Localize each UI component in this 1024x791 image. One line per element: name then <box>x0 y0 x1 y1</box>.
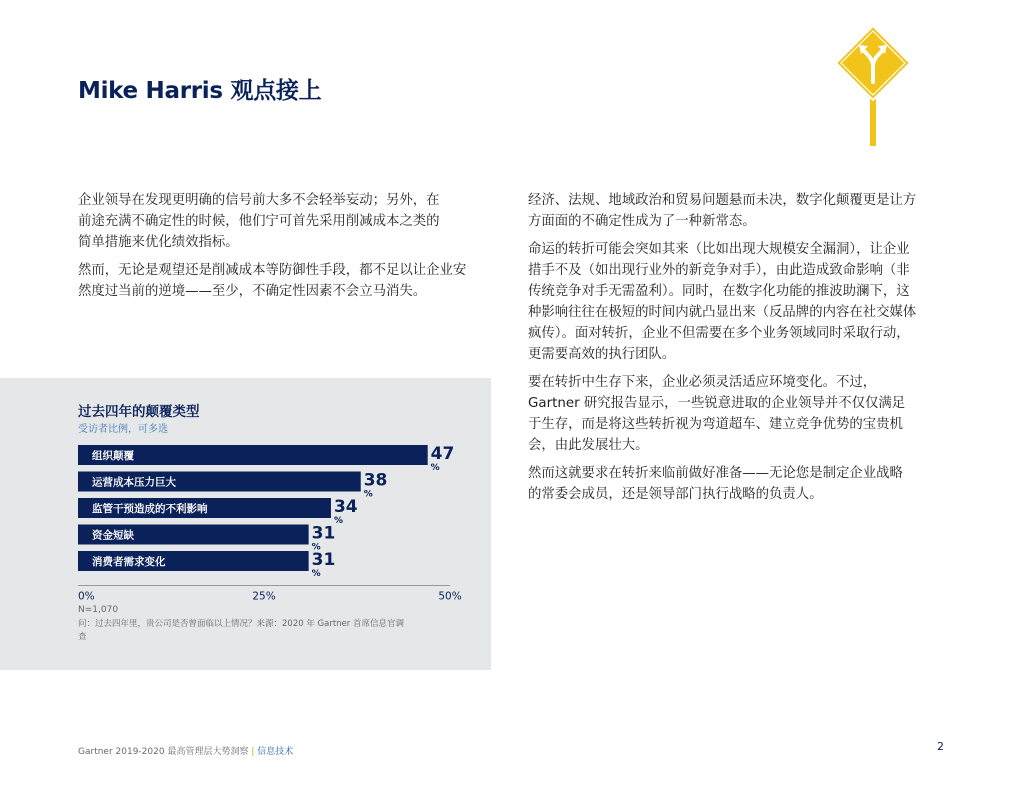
chart-source-note: 问：过去四年里，贵公司是否曾面临以上情况？来源：2020 年 Gartner 首席信息官调查 <box>78 619 404 642</box>
chart-subtitle: 受访者比例，可多选 <box>78 424 168 435</box>
right-paragraph-4: 然而这就要求在转折来临前做好准备——无论您是制定企业战略 的常委会成员，还是领导部门执行战略的负责人。 <box>528 466 903 502</box>
left-paragraph-2: 然而，无论是观望还是削减成本等防御性手段，都不足以让企业安 然度过当前的逆境——至少，不确定性因素不会立马消失。 <box>78 263 467 299</box>
x-tick-label: 0% <box>78 590 95 603</box>
bar-value-label: 47 <box>430 444 455 464</box>
bar-value-label: 31 <box>311 523 336 544</box>
left-paragraph-1: 企业领导在发现更明确的信号前大多不会轻举妄动；另外，在 前途充满不确定性的时候，他们宁可首先采用削减成本之类的 简单措施来优化绩效指标。 <box>78 193 440 250</box>
split-road-sign-icon <box>834 24 912 146</box>
chart-title: 过去四年的颠覆类型 <box>78 404 200 420</box>
page-number: 2 <box>937 740 944 753</box>
right-paragraph-1: 经济、法规、地域政治和贸易问题悬而未决，数字化颠覆更是让方 方面面的不确定性成为了一种新常态。 <box>528 193 917 229</box>
right-paragraph-3: 要在转折中生存下来，企业必须灵活适应环境变化。不过， Gartner 研究报告显示，一些锐意进取的企业领导并不仅仅满足 于生存，而是将这些转折视为弯道超车、建立竞争优势的宝贵机 会，由此发展壮大。 <box>528 375 906 453</box>
bar-value-unit: % <box>333 516 343 526</box>
bar-category-label: 运营成本压力巨大 <box>92 476 176 489</box>
footer-section: 信息技术 <box>257 747 294 757</box>
right-column <box>528 190 948 512</box>
bar-value-unit: % <box>311 569 321 579</box>
bar-category-label: 组织颠覆 <box>92 450 134 462</box>
bar-value-unit: % <box>311 542 321 553</box>
footer <box>78 744 293 757</box>
chart-sample-size: N=1,070 <box>78 605 119 615</box>
x-tick-label: 50% <box>438 590 462 603</box>
right-paragraph-2: 命运的转折可能会突如其来（比如出现大规模安全漏洞），让企业 措手不及（如出现行业外的新竞争对手），由此造成致命影响（非 传统竞争对手无需盈利）。同时，在数字化功能的推波助澜下，这 种影响往往在极短的时间内就凸显出来（反品牌的内容在社交媒体 疯传）。面对转折，企业不但需要在多个业务领域同时采取行动， 更需要高效的执行团队。 <box>528 242 917 362</box>
footer-report-title: Gartner 2019-2020 最高管理层大势洞察 <box>78 747 249 757</box>
page-title: Mike Harris 观点接上 <box>78 78 322 104</box>
bar-value-unit: % <box>363 489 373 500</box>
bar-value-label: 31 <box>311 550 336 570</box>
bar-value-unit: % <box>430 463 440 473</box>
bar-category-label: 消费者需求变化 <box>92 556 166 568</box>
left-column <box>78 190 498 309</box>
x-tick-label: 25% <box>252 590 276 603</box>
bar-value-label: 34 <box>333 497 358 517</box>
bar-value-label: 38 <box>363 470 388 491</box>
bar-category-label: 监管干预造成的不利影响 <box>92 503 208 515</box>
bar-category-label: 资金短缺 <box>92 529 134 542</box>
footer-separator: | <box>251 747 255 757</box>
bar-chart <box>0 438 491 603</box>
